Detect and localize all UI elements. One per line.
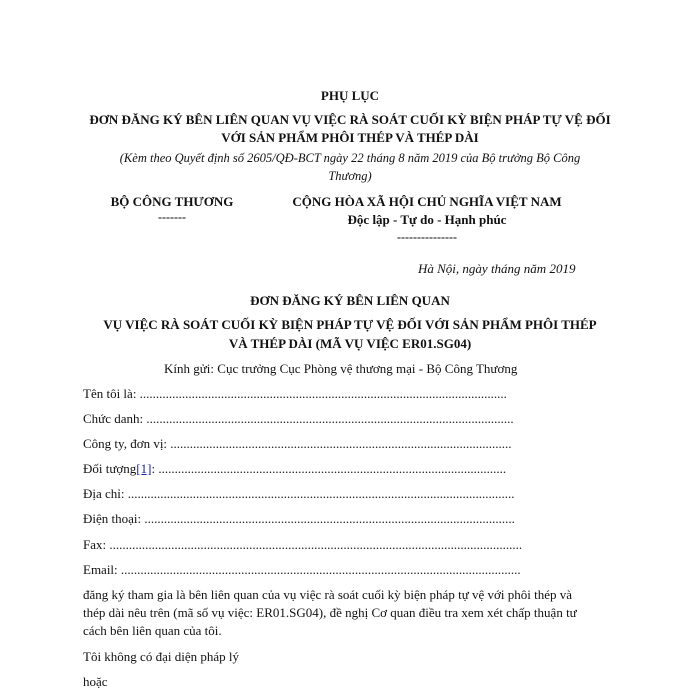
form-title-line2: VỤ VIỆC RÀ SOÁT CUỐI KỲ BIỆN PHÁP TỰ VỆ ĐỐI VỚI SẢN PHẨM PHÔI THÉP: [103, 317, 597, 332]
subject-label: Đối tượng: [83, 461, 137, 476]
body-paragraph-line2: thép dài nêu trên (mã số vụ việc: ER01.SG04), đề nghị Cơ quan điều tra xem xét chấp thuận tư: [83, 605, 577, 620]
or-line: hoặc: [83, 674, 108, 689]
appendix-title: PHỤ LỤC: [320, 88, 380, 103]
ministry-name: BỘ CÔNG THƯƠNG: [110, 194, 234, 209]
national-motto: Độc lập - Tự do - Hạnh phúc: [347, 212, 507, 227]
date-line: Hà Nội, ngày tháng năm 2019: [418, 261, 576, 276]
form-title-line1: ĐƠN ĐĂNG KÝ BÊN LIÊN QUAN: [250, 293, 450, 308]
appendix-note-line1: (Kèm theo Quyết định số 2605/QĐ-BCT ngày 22 tháng 8 năm 2019 của Bộ trưởng Bộ Công: [119, 151, 581, 165]
nation-name: CỘNG HÒA XÃ HỘI CHỦ NGHĨA VIỆT NAM: [292, 194, 562, 209]
appendix-subtitle-line2: VỚI SẢN PHẨM PHÔI THÉP VÀ THÉP DÀI: [221, 130, 479, 145]
phone-field: Điện thoại: ..................................................................................................................: [83, 511, 515, 526]
form-title-line3: VÀ THÉP DÀI (MÃ VỤ VIỆC ER01.SG04): [228, 336, 472, 351]
appendix-note-line2: Thương): [328, 169, 372, 183]
company-field: Công ty, đơn vị: .........................................................................................................: [83, 436, 512, 451]
appendix-subtitle-line1: ĐƠN ĐĂNG KÝ BÊN LIÊN QUAN VỤ VIỆC RÀ SOÁT CUỐI KỲ BIỆN PHÁP TỰ VỆ ĐỐI: [89, 112, 611, 127]
email-field: Email: ...........................................................................................................................: [83, 562, 521, 577]
body-paragraph-line1: đăng ký tham gia là bên liên quan của vụ việc rà soát cuối kỳ biện pháp tự vệ với phôi thép và: [83, 587, 573, 602]
body-paragraph-line3: cách bên liên quan của tôi.: [83, 623, 222, 638]
motto-divider: ---------------: [397, 230, 457, 244]
fax-field: Fax: ...............................................................................................................................: [83, 537, 523, 552]
recipient-line: Kính gửi: Cục trưởng Cục Phòng vệ thương mại - Bộ Công Thương: [164, 361, 518, 376]
ministry-divider: -------: [158, 210, 186, 224]
address-field: Địa chỉ: .......................................................................................................................: [83, 486, 515, 501]
no-representative-line: Tôi không có đại diện pháp lý: [83, 649, 239, 664]
name-field: Tên tôi là: .................................................................................................................: [83, 386, 507, 401]
position-field: Chức danh: .................................................................................................................: [83, 411, 514, 426]
subject-field: [83, 461, 506, 477]
footnote-link[interactable]: [1]: [136, 461, 152, 476]
subject-dots: : ...........................................................................................................: [151, 461, 507, 476]
